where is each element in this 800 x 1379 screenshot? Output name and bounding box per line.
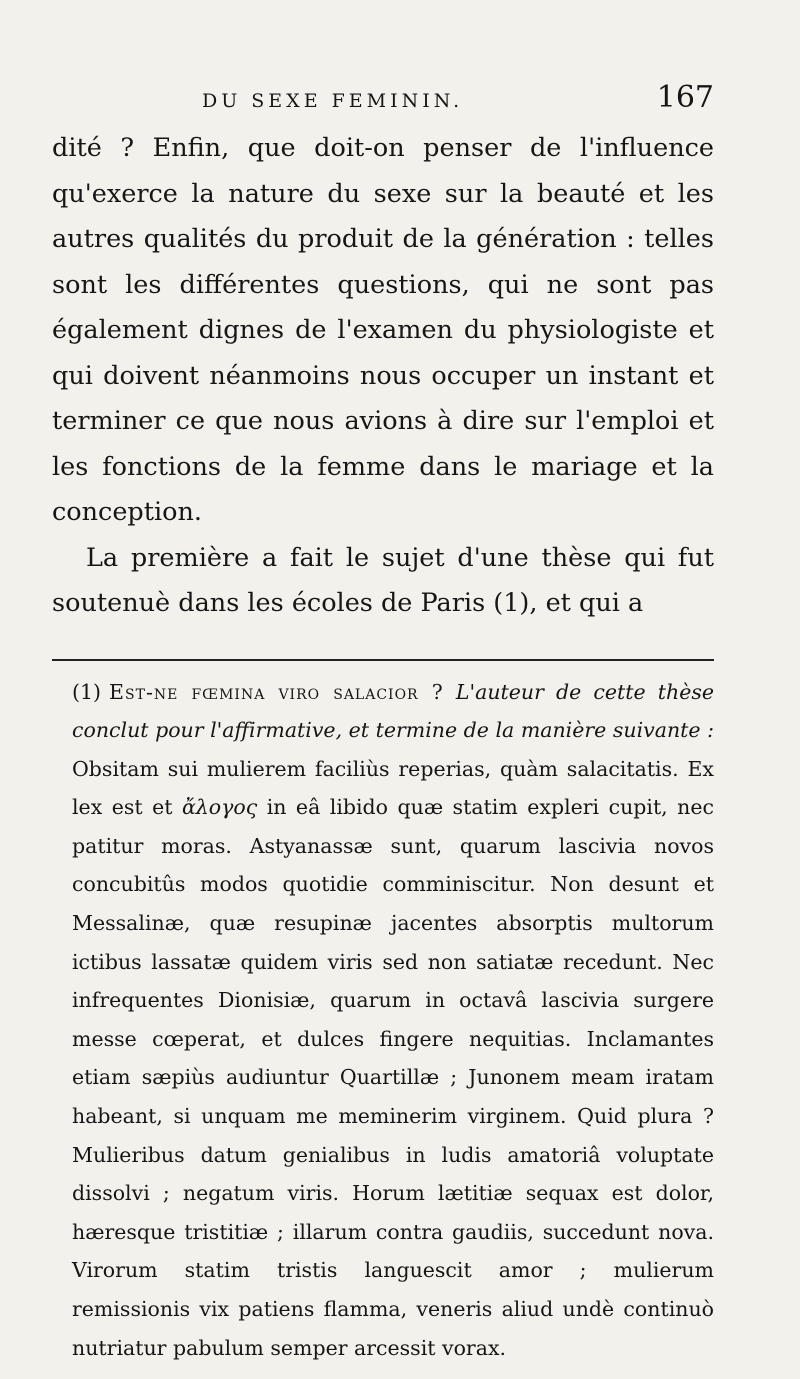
running-title: DU SEXE FEMININ. [202,90,464,112]
footnote-heading: Est-ne fœmina viro salacior ? [109,679,444,704]
paragraph: La première a fait le sujet d'une thèse qui fut soutenuè dans les écoles de Paris (1), et qui a [52,542,714,618]
running-head [52,80,714,126]
footnote [52,673,714,1368]
page-number: 167 [656,80,714,115]
footnote-marker: (1) [72,679,102,704]
footnote-intro: L'auteur de cette thèse conclut pour l'affirmative, et termine de la manière suivante : [72,679,714,743]
footnote-text: Obsitam sui mulierem faciliùs reperias, quàm salacitatis. Ex lex est et [72,756,714,820]
footnote-greek-word: ἄλογος [181,795,258,820]
paragraph: dité ? Enfin, que doit-on penser de l'influence qu'exerce la nature du sexe sur la beauté et les autres qualités du produit de la génération : telles sont les différentes questions, qui ne sont pas également dignes de l'examen du physiologiste et qui doivent néanmoins nous occuper un instant et terminer ce que nous avions à dire sur l'emploi et les fonctions de la femme dans le mariage et la conception. [52,133,714,527]
main-text [52,126,714,627]
footnote-text-continued: in eâ libido quæ statim expleri cupit, nec patitur moras. Astyanassæ sunt, quarum lascivia novos concubitûs modos quotidie comminiscitur. Non desunt et Messalinæ, quæ resupinæ jacentes absorptis multorum ictibus lassatæ quidem viris sed non satiatæ recedunt. Nec infrequentes Dionisiæ, quarum in octavâ lascivia surgere messe cœperat, et dulces fingere nequitias. Inclamantes etiam sæpiùs audiuntur Quartillæ ; Junonem meam iratam habeant, si unquam me meminerim virginem. Quid plura ? Mulieribus datum genialibus in ludis amatoriâ voluptate dissolvi ; negatum viris. Horum lætitiæ sequax est dolor, hæresque tristitiæ ; illarum contra gaudiis, succedunt nova. Virorum statim tristis languescit amor ; mulierum remissionis vix patiens flamma, veneris aliud undè continuò nutriatur pabulum semper arcessit vorax. [72,795,714,1360]
footnote-separator [52,659,714,661]
